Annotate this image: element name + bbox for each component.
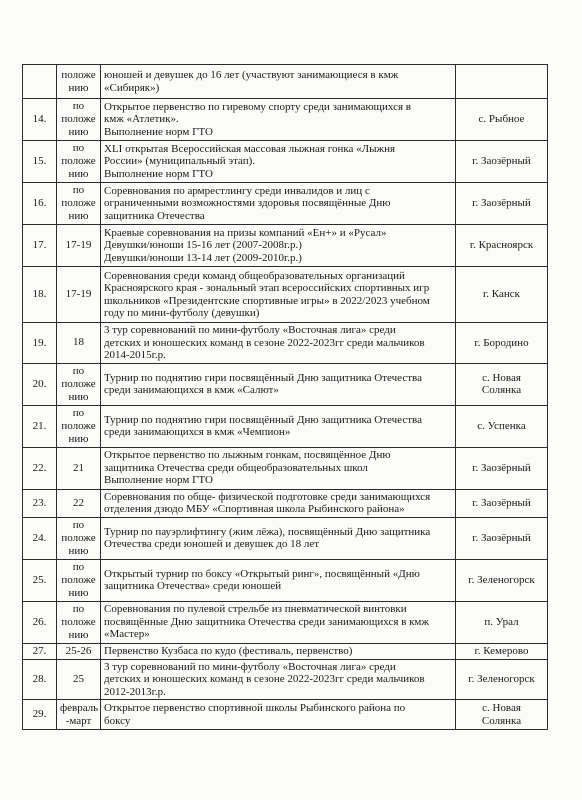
table-row xyxy=(23,363,548,405)
table-row xyxy=(23,601,548,643)
row-date: по положе нию xyxy=(57,141,101,183)
row-number: 29. xyxy=(23,700,57,730)
row-event: Открытое первенство по лыжным гонкам, посвящённое Дню защитника Отечества среди общеобразовательных школ Выполнение норм ГТО xyxy=(101,447,456,489)
row-number xyxy=(23,65,57,99)
table-row xyxy=(23,659,548,700)
table-row xyxy=(23,65,548,99)
row-place: г. Бородино xyxy=(456,323,548,364)
row-number: 22. xyxy=(23,447,57,489)
row-place: с. Рыбное xyxy=(456,99,548,141)
row-number: 18. xyxy=(23,267,57,323)
row-number: 15. xyxy=(23,141,57,183)
row-event: Турнир по поднятию гири посвящённый Дню защитника Отечества среди занимающихся в кмж «Чемпион» xyxy=(101,405,456,447)
row-number: 20. xyxy=(23,363,57,405)
row-date: по положе нию xyxy=(57,183,101,225)
row-event: Открытое первенство спортивной школы Рыбинского района по боксу xyxy=(101,700,456,730)
row-number: 25. xyxy=(23,559,57,601)
row-event: Соревнования по обще- физической подготовке среди занимающихся отделения дзюдо МБУ «Спортивная школа Рыбинского района» xyxy=(101,489,456,517)
row-date: по положе нию xyxy=(57,99,101,141)
table-row xyxy=(23,559,548,601)
row-date: по положе нию xyxy=(57,601,101,643)
table-row xyxy=(23,99,548,141)
row-event: Соревнования среди команд общеобразовательных организаций Красноярского края - зональный этап всероссийских спортивных игр школьников «Президентские спортивные игры» в 2022/2023 учебном году по мини-футболу (девушки) xyxy=(101,267,456,323)
table-row xyxy=(23,643,548,659)
row-place: г. Зеленогорск xyxy=(456,659,548,700)
row-place: г. Заозёрный xyxy=(456,447,548,489)
table-row xyxy=(23,517,548,559)
row-number: 14. xyxy=(23,99,57,141)
row-number: 23. xyxy=(23,489,57,517)
row-number: 26. xyxy=(23,601,57,643)
row-place: с. Новая Солянка xyxy=(456,700,548,730)
row-date: 17-19 xyxy=(57,267,101,323)
row-date: 25-26 xyxy=(57,643,101,659)
row-date: по положе нию xyxy=(57,405,101,447)
row-number: 19. xyxy=(23,323,57,364)
row-date: 21 xyxy=(57,447,101,489)
row-number: 24. xyxy=(23,517,57,559)
row-number: 17. xyxy=(23,225,57,267)
row-number: 27. xyxy=(23,643,57,659)
table-row xyxy=(23,489,548,517)
row-place: г. Заозёрный xyxy=(456,183,548,225)
row-place: г. Заозёрный xyxy=(456,517,548,559)
row-place: с. Новая Солянка xyxy=(456,363,548,405)
row-place: г. Канск xyxy=(456,267,548,323)
row-number: 16. xyxy=(23,183,57,225)
table-body xyxy=(23,65,548,730)
row-date: 17-19 xyxy=(57,225,101,267)
row-date: 18 xyxy=(57,323,101,364)
row-event: Открытый турнир по боксу «Открытый ринг», посвящённый «Дню защитника Отечества» среди юношей xyxy=(101,559,456,601)
events-schedule-table xyxy=(22,64,548,730)
row-event: Турнир по пауэрлифтингу (жим лёжа), посвящённый Дню защитника Отечества среди юношей и девушек до 18 лет xyxy=(101,517,456,559)
table-row xyxy=(23,323,548,364)
row-event: Соревнования по пулевой стрельбе из пневматической винтовки посвящённые Дню защитника Отечества среди занимающихся в кмж «Мастер» xyxy=(101,601,456,643)
row-place: г. Красноярск xyxy=(456,225,548,267)
row-number: 21. xyxy=(23,405,57,447)
row-number: 28. xyxy=(23,659,57,700)
row-place: г. Заозёрный xyxy=(456,141,548,183)
row-place: г. Зеленогорск xyxy=(456,559,548,601)
row-event: Первенство Кузбаса по кудо (фестиваль, первенство) xyxy=(101,643,456,659)
row-date: положе нию xyxy=(57,65,101,99)
table-row xyxy=(23,447,548,489)
table-row xyxy=(23,267,548,323)
row-event: 3 тур соревнований по мини-футболу «Восточная лига» среди детских и юношеских команд в сезоне 2022-2023гг среди мальчиков 2012-2013г.р. xyxy=(101,659,456,700)
row-date: по положе нию xyxy=(57,517,101,559)
table-row xyxy=(23,700,548,730)
row-date: 25 xyxy=(57,659,101,700)
row-place: г. Кемерово xyxy=(456,643,548,659)
row-place: с. Успенка xyxy=(456,405,548,447)
row-event: Соревнования по армрестлингу среди инвалидов и лиц с ограниченными возможностями здоровья посвящённые Дню защитника Отечества xyxy=(101,183,456,225)
table-row xyxy=(23,225,548,267)
row-date: по положе нию xyxy=(57,363,101,405)
row-date: 22 xyxy=(57,489,101,517)
row-event: Краевые соревнования на призы компаний «Ен+» и «Русал» Девушки/юноши 15-16 лет (2007-2008г.р.) Девушки/юноши 13-14 лет (2009-2010г.р.) xyxy=(101,225,456,267)
table-row xyxy=(23,183,548,225)
row-date: февраль -март xyxy=(57,700,101,730)
table-row xyxy=(23,141,548,183)
row-event: XLI открытая Всероссийская массовая лыжная гонка «Лыжня России» (муниципальный этап). Выполнение норм ГТО xyxy=(101,141,456,183)
row-place: г. Заозёрный xyxy=(456,489,548,517)
row-place: п. Урал xyxy=(456,601,548,643)
row-date: по положе нию xyxy=(57,559,101,601)
table-row xyxy=(23,405,548,447)
row-event: 3 тур соревнований по мини-футболу «Восточная лига» среди детских и юношеских команд в сезоне 2022-2023гг среди мальчиков 2014-2015г.р. xyxy=(101,323,456,364)
row-event: Турнир по поднятию гири посвящённый Дню защитника Отечества среди занимающихся в кмж «Салют» xyxy=(101,363,456,405)
row-event: юношей и девушек до 16 лет (участвуют занимающиеся в кмж «Сибиряк») xyxy=(101,65,456,99)
row-event: Открытое первенство по гиревому спорту среди занимающихся в кмж «Атлетик». Выполнение норм ГТО xyxy=(101,99,456,141)
row-place xyxy=(456,65,548,99)
